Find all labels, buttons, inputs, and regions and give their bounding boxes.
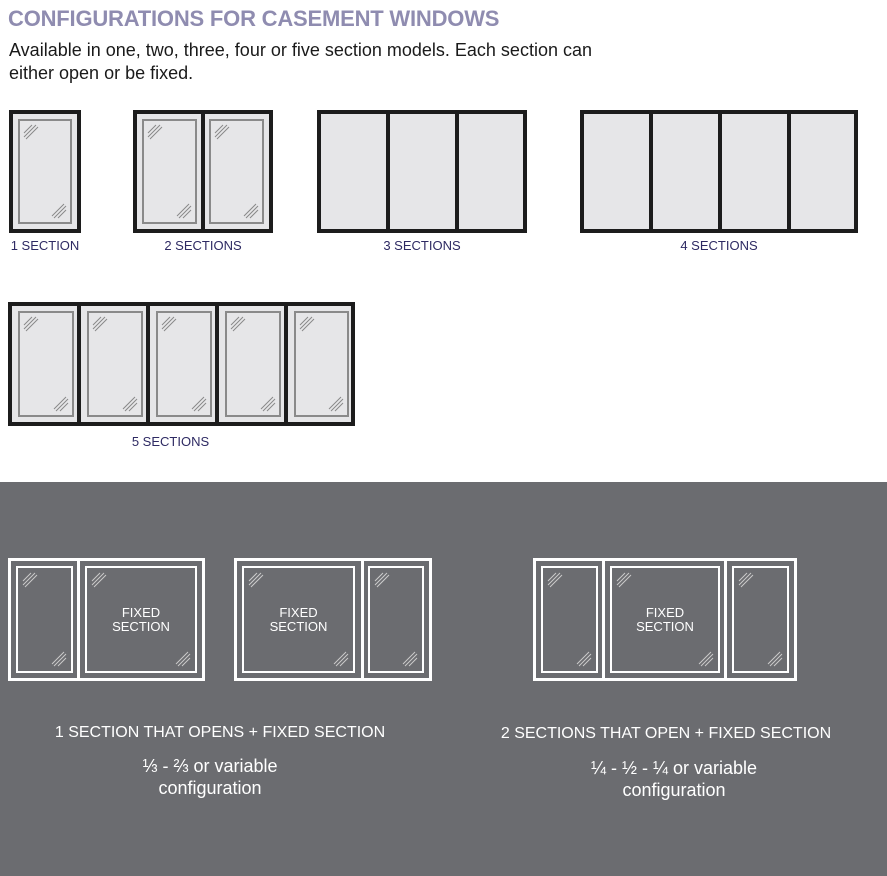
mullion (201, 114, 205, 229)
opening-sash (142, 119, 197, 224)
opening-sash (156, 311, 212, 417)
mullion (361, 561, 364, 678)
mullion (386, 114, 390, 229)
combo-caption: 2 SECTIONS THAT OPEN + FIXED SECTION (500, 725, 832, 742)
mullion (215, 306, 219, 422)
glass-reflection-icon (248, 572, 266, 590)
fixed-section-label: FIXED SECTION (269, 604, 328, 634)
opening-sash (87, 311, 143, 417)
mullion (649, 114, 653, 229)
glass-reflection-icon (147, 124, 165, 142)
glass-reflection-icon (230, 316, 248, 334)
fixed-sash (242, 566, 355, 673)
glass-reflection-icon (765, 649, 783, 667)
glass-reflection-icon (299, 316, 317, 334)
opening-sash (18, 311, 74, 417)
glass-reflection-icon (574, 649, 592, 667)
model-label: 3 SECTIONS (383, 238, 461, 253)
glass-reflection-icon (91, 572, 109, 590)
glass-reflection-icon (696, 649, 714, 667)
glass-reflection-icon (49, 649, 67, 667)
window-open-fixed-open (533, 558, 797, 681)
glass-reflection-icon (51, 394, 69, 412)
opening-sash (294, 311, 349, 417)
fixed-section-label: FIXED SECTION (112, 604, 170, 634)
mullion (77, 306, 81, 422)
model-label: 5 SECTIONS (131, 434, 210, 449)
glass-reflection-icon (214, 124, 232, 142)
mullion (724, 561, 727, 678)
glass-reflection-icon (400, 649, 418, 667)
mullion (718, 114, 722, 229)
window-4-sections (580, 110, 858, 233)
combo-ratio: ⅓ - ⅔ or variable configuration (142, 756, 278, 798)
glass-reflection-icon (92, 316, 110, 334)
window-1-section (9, 110, 81, 233)
opening-sash (209, 119, 264, 224)
window-2-sections (133, 110, 273, 233)
glass-reflection-icon (174, 201, 192, 219)
glass-reflection-icon (241, 201, 259, 219)
opening-sash (368, 566, 424, 673)
fixed-sash (85, 566, 197, 673)
opening-sash (225, 311, 281, 417)
fixed-sash (610, 566, 720, 673)
mullion (146, 306, 150, 422)
glass-reflection-icon (22, 572, 40, 590)
glass-reflection-icon (258, 394, 276, 412)
mullion (602, 561, 605, 678)
intro-text: Available in one, two, three, four or five section models. Each section can either open or be fixed. (9, 40, 592, 83)
mullion (284, 306, 288, 422)
model-label: 2 SECTIONS (164, 238, 242, 253)
window-3-sections (317, 110, 527, 233)
page-title: CONFIGURATIONS FOR CASEMENT WINDOWS (8, 6, 500, 31)
window-fixed-open (234, 558, 432, 681)
combo-ratio: ¼ - ½ - ¼ or variable configuration (590, 758, 758, 800)
opening-sash (541, 566, 598, 673)
combo-caption: 1 SECTION THAT OPENS + FIXED SECTION (54, 724, 386, 741)
glass-reflection-icon (616, 572, 634, 590)
glass-reflection-icon (547, 572, 565, 590)
glass-reflection-icon (23, 316, 41, 334)
combo-panel (0, 482, 887, 876)
model-label: 1 SECTION (10, 238, 80, 253)
opening-sash (16, 566, 73, 673)
mullion (787, 114, 791, 229)
opening-sash (732, 566, 789, 673)
glass-reflection-icon (120, 394, 138, 412)
opening-sash (18, 119, 72, 224)
glass-reflection-icon (331, 649, 349, 667)
glass-reflection-icon (738, 572, 756, 590)
window-5-sections (8, 302, 355, 426)
glass-reflection-icon (326, 394, 344, 412)
mullion (77, 561, 80, 678)
fixed-section-label: FIXED SECTION (636, 604, 694, 634)
window-open-fixed (8, 558, 205, 681)
glass-reflection-icon (173, 649, 191, 667)
model-label: 4 SECTIONS (680, 238, 758, 253)
glass-reflection-icon (23, 124, 41, 142)
glass-reflection-icon (189, 394, 207, 412)
mullion (455, 114, 459, 229)
glass-reflection-icon (374, 572, 392, 590)
glass-reflection-icon (49, 201, 67, 219)
glass-reflection-icon (161, 316, 179, 334)
